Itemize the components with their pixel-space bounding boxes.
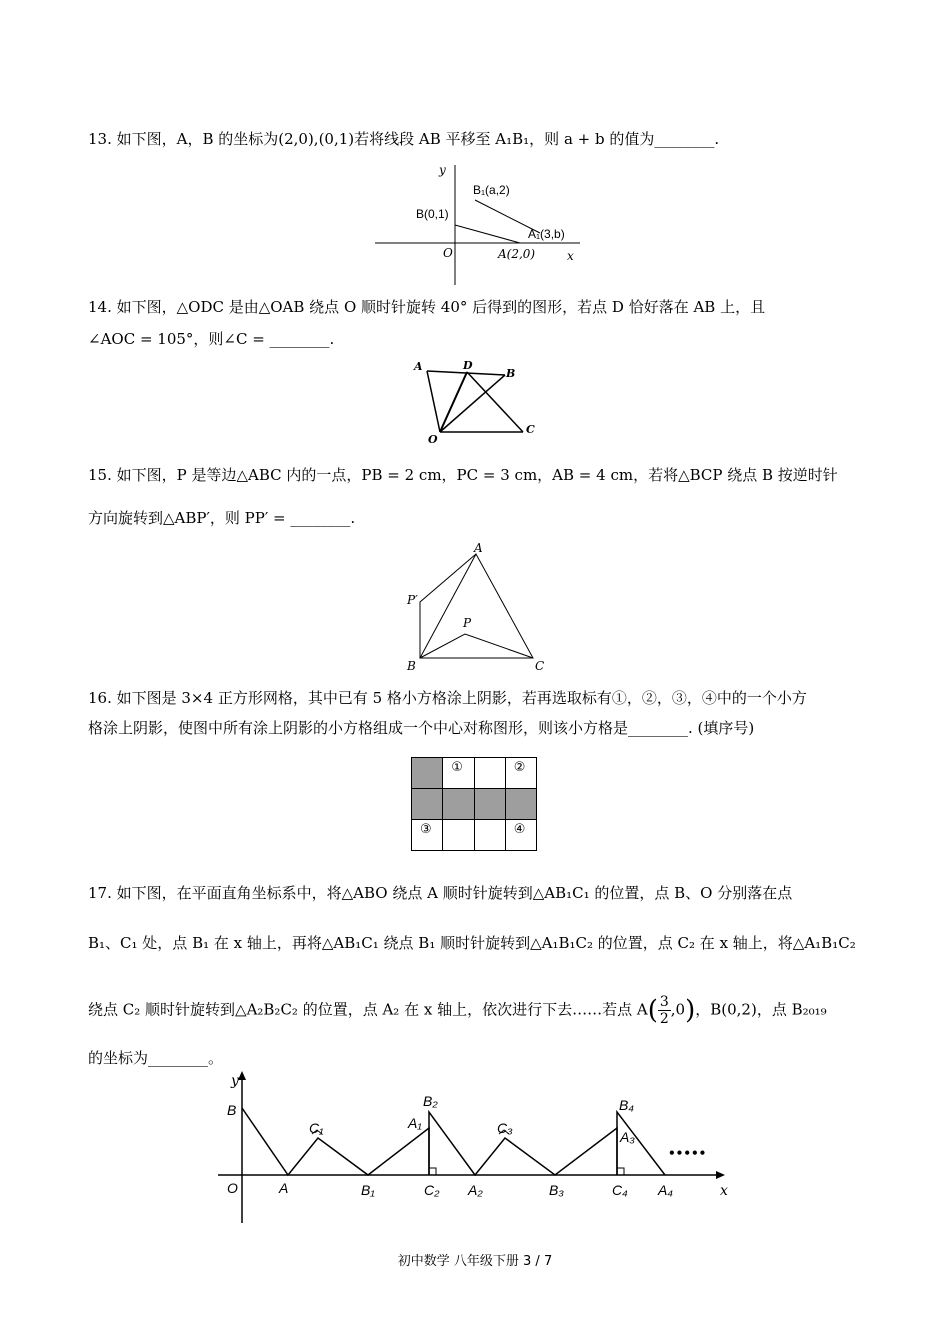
grid-cell: ② (505, 758, 536, 789)
q15-b-label: B (407, 659, 416, 673)
grid-cell (505, 789, 536, 820)
q13-b1-label: B₁(a,2) (473, 183, 510, 197)
q17-a-label: A (279, 1180, 289, 1196)
q17-line3-start: 绕点 C₂ 顺时针旋转到△A₂B₂C₂ 的位置，点 A₂ 在 x 轴上，依次进行下去……若点 A (88, 1000, 648, 1019)
grid-cell (443, 820, 474, 851)
q17-text-line4: 的坐标为________。 (88, 1049, 224, 1067)
q17-b3-label: B₃ (549, 1182, 564, 1198)
q13-origin-label: O (443, 246, 453, 260)
q17-b2-label: B₂ (423, 1093, 438, 1109)
q14-d-label: D (463, 359, 473, 372)
q17-a2-label: A₂ (468, 1182, 483, 1198)
q17-text-line1: 17. 如下图，在平面直角坐标系中，将△ABO 绕点 A 顺时针旋转到△AB₁C₁ 的位置，点 B、O 分别落在点 (88, 884, 793, 902)
q13-text: 13. 如下图，A，B 的坐标为(2,0),(0,1)若将线段 AB 平移至 A₁B₁，则 a + b 的值为________. (88, 130, 720, 148)
q17-x-label: x (720, 1183, 728, 1199)
q16-text-line1: 16. 如下图是 3×4 正方形网格，其中已有 5 格小方格涂上阴影，若再选取标有①，②，③，④中的一个小方 (88, 689, 807, 707)
q17-frac-num: 3 (659, 994, 669, 1010)
q14-c-label: C (526, 423, 535, 436)
q17-b-label: B (227, 1102, 237, 1118)
q17-a3-label: A₃ (620, 1129, 635, 1145)
grid-cell (443, 789, 474, 820)
q13-figure (370, 160, 590, 290)
grid-row (412, 789, 537, 820)
q17-text-line3: 绕点 C₂ 顺时针旋转到△A₂B₂C₂ 的位置，点 A₂ 在 x 轴上，依次进行下去……若点 A( $\frac{3}{2}$ ,0)，B(0,2)，点 B₂₀₁₉ (88, 994, 827, 1027)
q16-grid (411, 757, 537, 851)
q17-c2-label: C₂ (424, 1182, 440, 1198)
q14-text-line1: 14. 如下图，△ODC 是由△OAB 绕点 O 顺时针旋转 40° 后得到的图形，若点 D 恰好落在 AB 上，且 (88, 298, 766, 316)
q13-x-label: x (567, 249, 574, 263)
page-footer: 初中数学 八年级下册 3 / 7 (397, 1254, 553, 1269)
grid-cell (474, 789, 505, 820)
q13-a-label: A(2,0) (498, 247, 536, 261)
q15-p-label: P (463, 616, 472, 630)
q13-b-label: B(0,1) (416, 207, 449, 221)
q14-b-label: B (506, 367, 516, 380)
q17-c1-label: C₁ (309, 1120, 324, 1136)
grid-row (412, 820, 537, 851)
grid-cell: ① (443, 758, 474, 789)
grid-cell (412, 758, 443, 789)
q17-figure (215, 1068, 745, 1226)
q14-a-label: A (414, 360, 423, 373)
q13-y-label: y (439, 163, 446, 177)
q16-text-line2: 格涂上阴影，使图中所有涂上阴影的小方格组成一个中心对称图形，则该小方格是________. (填序号) (88, 719, 755, 737)
q14-text-line2: ∠AOC = 105°，则∠C = ________. (88, 330, 335, 348)
grid-cell (474, 758, 505, 789)
q17-frac-tail: ,0 (670, 1000, 686, 1019)
q17-text-line2: B₁、C₁ 处，点 B₁ 在 x 轴上，再将△AB₁C₁ 绕点 B₁ 顺时针旋转到△A₁B₁C₂ 的位置，点 C₂ 在 x 轴上，将△A₁B₁C₂ (88, 934, 856, 952)
q17-y-label: y (231, 1073, 239, 1089)
q17-a1-label: A₁ (408, 1115, 422, 1131)
q14-figure (405, 355, 555, 450)
q17-b1-label: B₁ (361, 1182, 375, 1198)
q15-c-label: C (535, 659, 545, 673)
q17-line3-end: ，B(0,2)，点 B₂₀₁₉ (695, 1000, 827, 1019)
q17-b4-label: B₄ (619, 1097, 634, 1113)
grid-cell: ④ (505, 820, 536, 851)
q15-text-line1: 15. 如下图，P 是等边△ABC 内的一点，PB = 2 cm，PC = 3 cm，AB = 4 cm，若将△BCP 绕点 B 按逆时针 (88, 466, 838, 484)
q17-o-label: O (227, 1180, 238, 1196)
q17-c4-label: C₄ (612, 1182, 628, 1198)
q15-a-label: A (474, 541, 483, 555)
grid-row (412, 758, 537, 789)
grid-cell (412, 789, 443, 820)
q13-a1-label: A₁(3,b) (528, 227, 565, 241)
q15-figure (400, 538, 560, 673)
q17-c3-label: C₃ (497, 1120, 513, 1136)
q17-frac-den: 2 (659, 1011, 669, 1027)
grid-cell (474, 820, 505, 851)
q15-pprime-label: P′ (407, 593, 418, 607)
grid-cell: ③ (412, 820, 443, 851)
q17-a4-label: A₄ (658, 1182, 673, 1198)
q14-o-label: O (428, 433, 438, 446)
q17-continuation-dots: ••••• (668, 1146, 707, 1160)
q15-text-line2: 方向旋转到△ABP′，则 PP′ = ________. (88, 509, 356, 527)
